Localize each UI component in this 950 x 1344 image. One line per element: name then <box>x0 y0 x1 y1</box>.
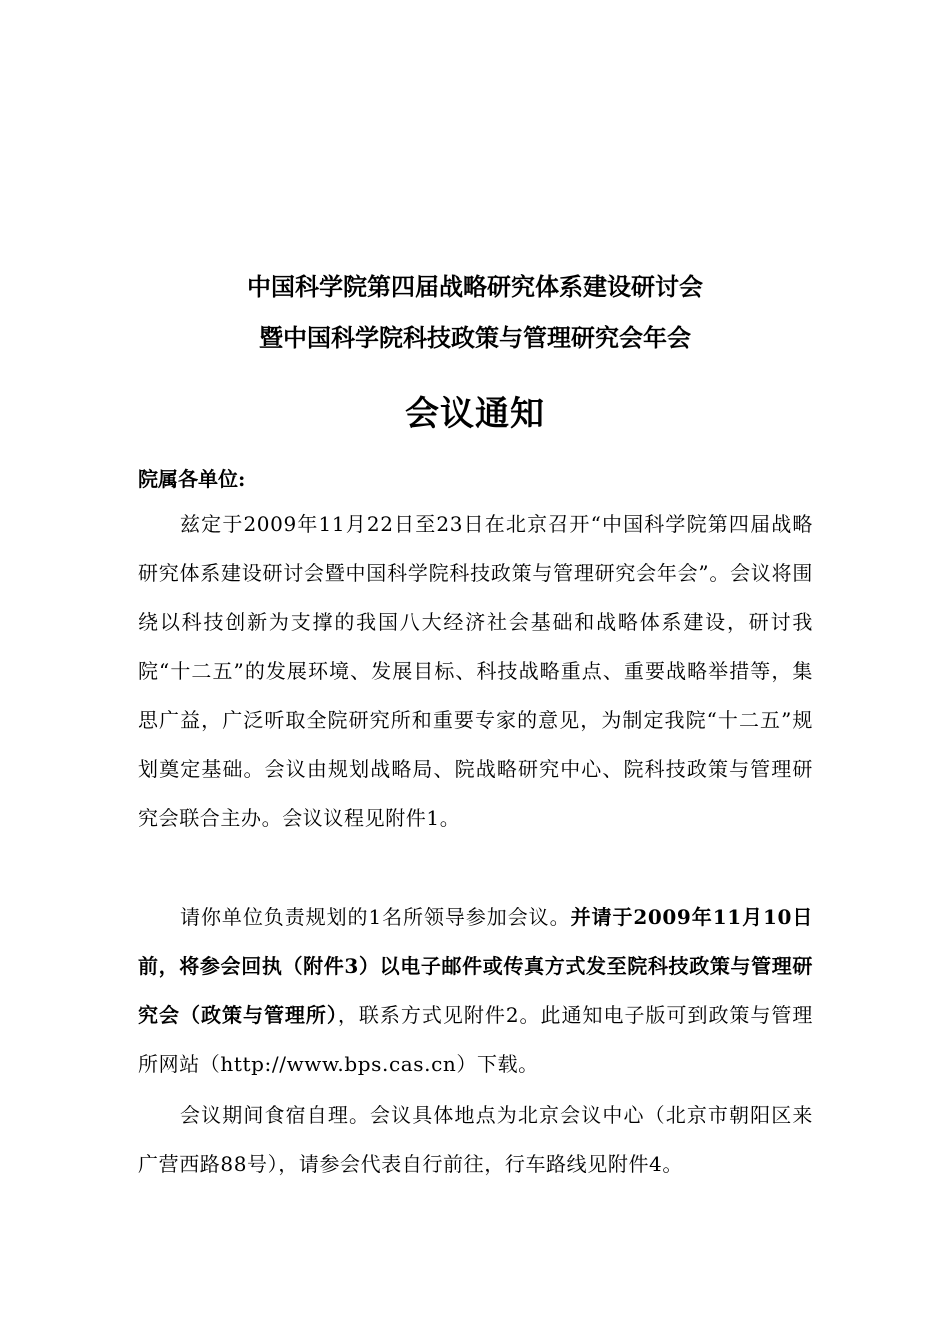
salutation: 院属各单位: <box>138 467 246 491</box>
notice-heading: 会议通知 <box>405 394 545 434</box>
paragraph-2-bold-text: 并请于2009年11月10日前，将参会回执（附件3）以电子邮件或传真方式发至院科技政策与管理研究会（政策与管理所） <box>138 905 813 1027</box>
title-line-1: 中国科学院第四届战略研究体系建设研讨会 <box>247 272 703 301</box>
paragraph-3: 会议期间食宿自理。会议具体地点为北京会议中心（北京市朝阳区来广营西路88号），请参会代表自行前往，行车路线见附件4。 <box>138 1103 813 1176</box>
paragraph-2-text-a: 请你单位负责规划的1名所领导参加会议。 <box>180 905 571 929</box>
paragraph-2 <box>138 893 813 1089</box>
paragraph-2-text-b: ，联系方式见附件2。此通知电子版可到政策与管理所网站（http://www.bps.cas.cn）下载。 <box>138 1003 814 1076</box>
title-line-2: 暨中国科学院科技政策与管理研究会年会 <box>259 323 691 352</box>
paragraph-1: 兹定于2009年11月22日至23日在北京召开“中国科学院第四届战略研究体系建设研讨会暨中国科学院科技政策与管理研究会年会”。会议将围绕以科技创新为支撑的我国八大经济社会基础和战略体系建设，研讨我院“十二五”的发展环境、发展目标、科技战略重点、重要战略举措等，集思广益，广泛听取全院研究所和重要专家的意见，为制定我院“十二五”规划奠定基础。会议由规划战略局、院战略研究中心、院科技政策与管理研究会联合主办。会议议程见附件1。 <box>138 512 813 830</box>
